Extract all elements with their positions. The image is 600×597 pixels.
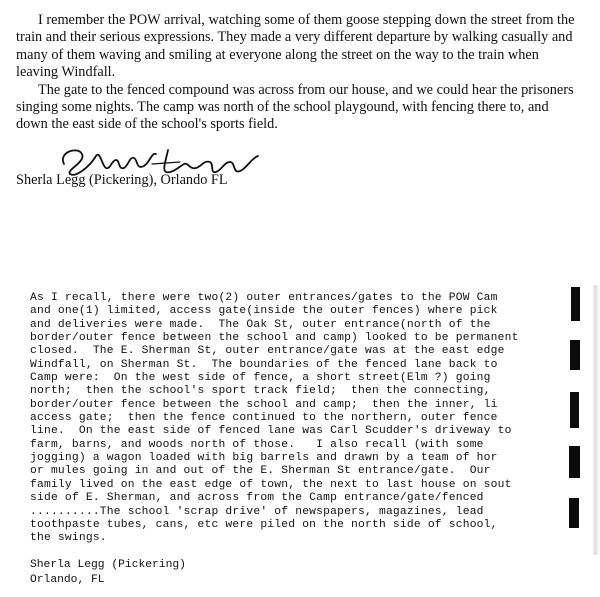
typed-line: or mules going in and out of the E. Sherman St entrance/gate. Our [30, 465, 491, 478]
typed-line: and one(1) limited, access gate(inside the outer fences) where pick [30, 305, 498, 318]
typed-line: family lived on the east edge of town, the next to last house on sout [30, 478, 512, 491]
signoff-place: Orlando, FL [30, 574, 105, 586]
redaction-mark [570, 392, 579, 428]
typed-line: jogging) a wagon loaded with big barrels and drawn by a team of hor [30, 452, 498, 465]
typed-line: the swings. [30, 532, 107, 545]
typed-line: As I recall, there were two(2) outer entrances/gates to the POW Cam [30, 292, 498, 304]
redaction-mark [570, 340, 580, 370]
memoir-paragraph: I remember the POW arrival, watching some of them goose stepping down the street from the train and their serious expressions. They made a very different departure by walking casually and many of them waving and smiling at everyone along the street on the way to the train when leaving Windfall. [16, 12, 575, 81]
typed-signoff [30, 558, 186, 588]
signature-block [16, 142, 416, 192]
typed-line: line. On the east side of fenced lane was Carl Scudder's driveway to [30, 425, 512, 438]
typed-line: farm, barns, and woods north of those. I also recall (with some [30, 438, 484, 451]
typed-line: access gate; then the fence continued to the northern, outer fence [30, 412, 498, 425]
typed-line: border/outer fence between the school and camp; then the inner, li [30, 398, 498, 411]
typed-line: closed. The E. Sherman St, outer entrance/gate was at the east edge [30, 345, 505, 358]
redaction-mark [569, 446, 580, 478]
memoir-paragraph: The gate to the fenced compound was across from our house, and we could hear the prisoners singing some nights. The camp was north of the school playgound, with fencing there to, and down the east side of the school's sports field. [16, 81, 574, 133]
typed-line: north; then the school's sport track field; then the connecting, [30, 385, 491, 398]
typed-line: and deliveries were made. The Oak St, outer entrance(north of the [30, 318, 491, 331]
typed-line: border/outer fence between the school and camp) looked to be permanent [30, 332, 519, 345]
typed-line: Windfall, on Sherman St. The boundaries of the fenced lane back to [30, 358, 498, 371]
scan-edge-shadow [592, 285, 600, 555]
redaction-mark [571, 287, 580, 321]
typed-line: side of E. Sherman, and across from the Camp entrance/gate/fenced [30, 492, 484, 505]
signoff-name: Sherla Legg (Pickering) [30, 559, 186, 571]
redaction-mark [569, 498, 579, 528]
typed-line: toothpaste tubes, cans, etc were piled on the north side of school, [30, 518, 498, 531]
signature-caption: Sherla Legg (Pickering), Orlando FL [16, 172, 228, 188]
memoir-text [16, 12, 576, 134]
typed-line: ..........The school 'scrap drive' of newspapers, magazines, lead [30, 505, 484, 518]
typed-note [30, 292, 594, 546]
typed-line: Camp were: On the west side of fence, a short street(Elm ?) going [30, 372, 491, 385]
